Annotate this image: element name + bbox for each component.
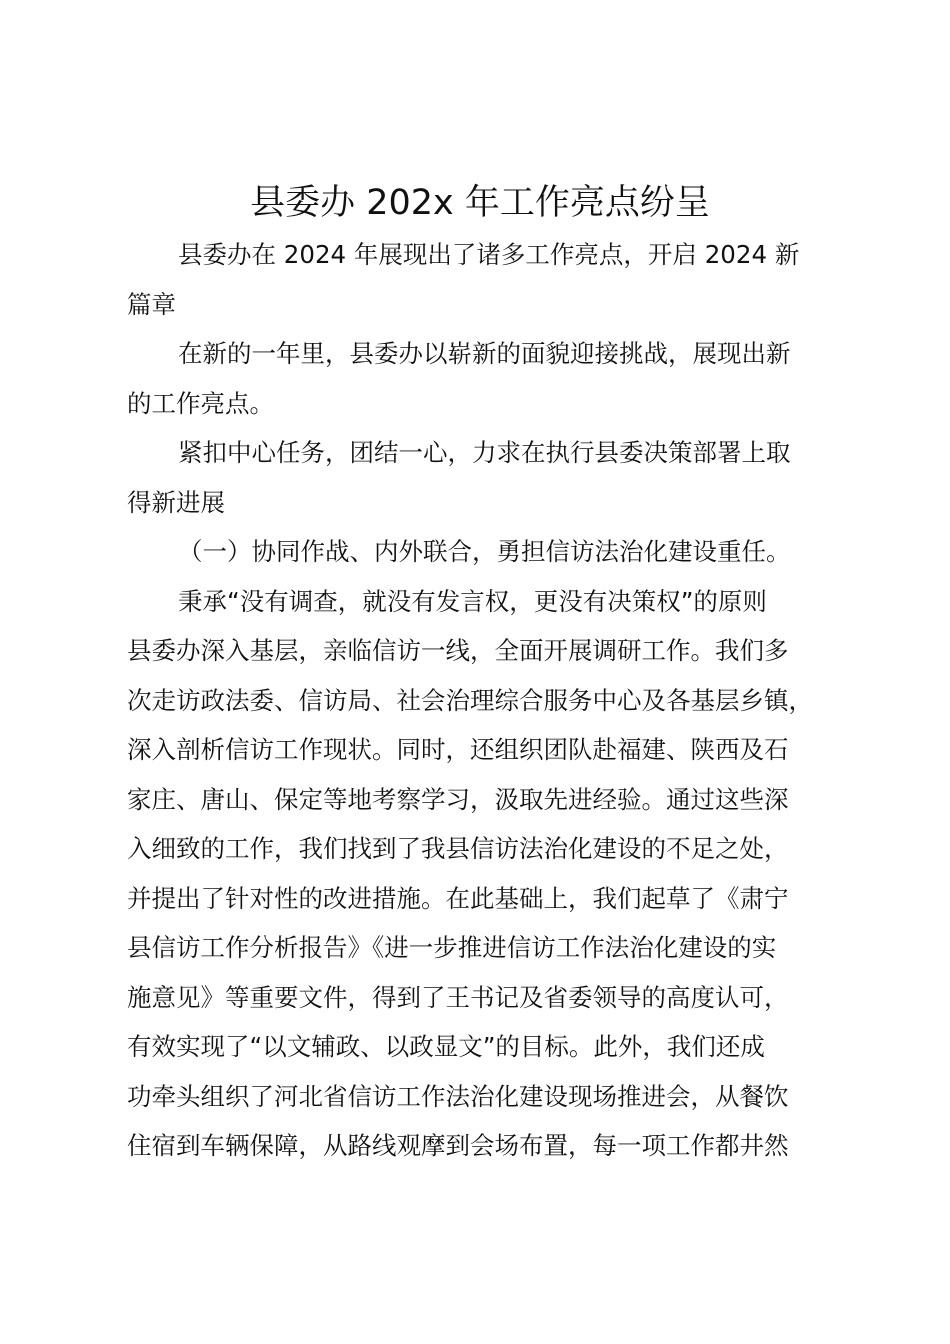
text-line: 秉承“没有调查，就没有发言权，更没有决策权”的原则 (178, 586, 767, 616)
text-line: 住宿到车辆保障，从路线观摩到会场布置，每一项工作都井然 (127, 1131, 789, 1160)
section-heading-1 (127, 527, 867, 577)
text-line: 得新进展 (127, 487, 225, 517)
text-line: 有效实现了“以文辅政、以政显文”的目标。此外，我们还成 (127, 1032, 765, 1061)
text-line: 在新的一年里，县委办以崭新的面貌迎接挑战，展现出新 (178, 339, 791, 368)
text-line: 县信访工作分析报告》《进一步推进信访工作法治化建设的实 (127, 933, 777, 962)
text-line: 县委办在 2024 年展现出了诸多工作亮点，开启 2024 新 (178, 240, 800, 269)
text-line: 深入剖析信访工作现状。同时，还组织团队赴福建、陕西及石 (127, 735, 789, 764)
text-line: 篇章 (127, 289, 176, 319)
paragraph-2 (127, 329, 867, 428)
text-line: 家庄、唐山、保定等地考察学习，汲取先进经验。通过这些深 (127, 784, 789, 814)
text-line: 并提出了针对性的改进措施。在此基础上，我们起草了《肃宁 (127, 883, 789, 913)
paragraph-5 (127, 577, 867, 1171)
document-body (127, 230, 867, 1171)
document-title: 县委办 202x 年工作亮点纷呈 (250, 183, 710, 223)
text-line: 入细致的工作，我们找到了我县信访法治化建设的不足之处， (127, 834, 789, 863)
text-line: 的工作亮点。 (127, 388, 274, 418)
text-line: 功牵头组织了河北省信访工作法治化建设现场推进会，从餐饮 (127, 1081, 789, 1111)
text-line: 紧扣中心任务，团结一心，力求在执行县委决策部署上取 (178, 438, 791, 467)
text-line: 县委办深入基层，亲临信访一线，全面开展调研工作。我们多 (127, 636, 789, 665)
text-line: （一）协同作战、内外联合，勇担信访法治化建设重任。 (178, 537, 791, 566)
text-line: 次走访政法委、信访局、社会治理综合服务中心及各基层乡镇， (127, 685, 813, 715)
text-line: 施意见》等重要文件，得到了王书记及省委领导的高度认可， (127, 982, 789, 1012)
paragraph-1 (127, 230, 867, 329)
paragraph-3 (127, 428, 867, 527)
